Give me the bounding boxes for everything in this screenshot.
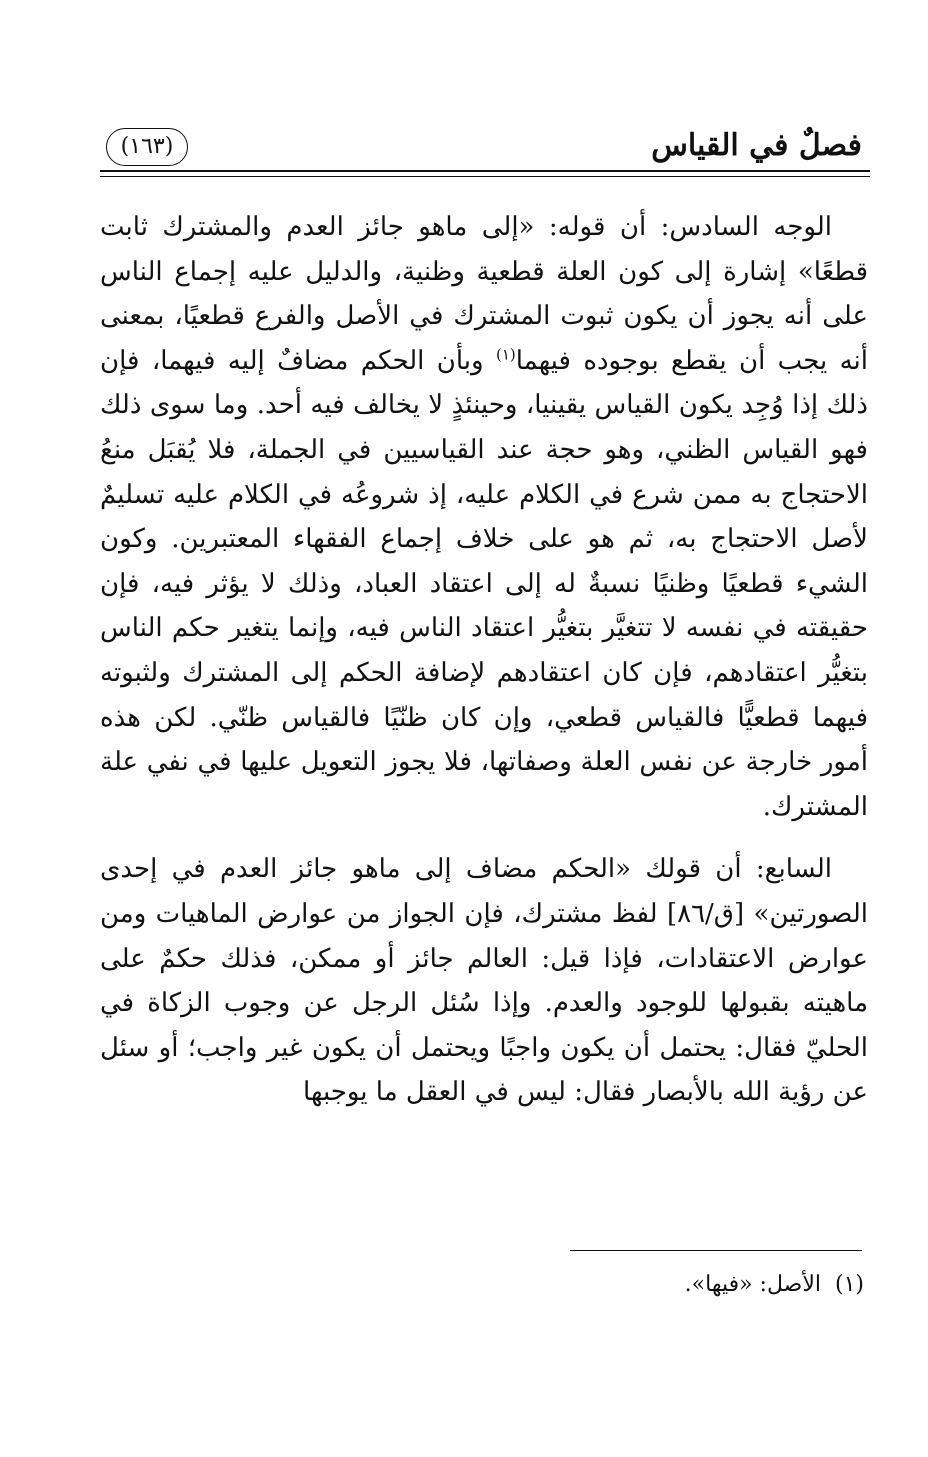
paragraph-sixth-aspect bbox=[100, 205, 868, 829]
footnote-reference: (١) bbox=[495, 345, 516, 364]
paragraph-text: الوجه السادس: أن قوله: «إلى ماهو جائز العدم والمشترك ثابت قطعًا» إشارة إلى كون العلة قطعية وظنية، والدليل عليه إجماع الناس على أنه يجوز أن يكون ثبوت المشترك في الأصل والفرع قطعيًا، بمعنى أنه يجب أن يقطع بوجوده فيهما bbox=[100, 212, 868, 376]
footnote-text: الأصل: «فيها». bbox=[684, 1272, 821, 1297]
header-rule bbox=[100, 170, 870, 172]
page-header bbox=[100, 118, 868, 174]
page-number: (١٦٣) bbox=[106, 128, 188, 166]
main-text bbox=[100, 205, 868, 1115]
paragraph-seventh-aspect: السابع: أن قولك «الحكم مضاف إلى ماهو جائز العدم في إحدى الصورتين» [ق/٨٦] لفظ مشترك، فإن الجواز من عوارض الماهيات ومن عوارض الاعتقادات، فإذا قيل: العالم جائز أو ممكن، فذلك حكمٌ على ماهيته بقبولها للوجود والعدم. وإذا سُئل الرجل عن وجوب الزكاة في الحليّ فقال: يحتمل أن يكون واجبًا ويحتمل أن يكون غير واجب؛ أو سئل عن رؤية الله بالأبصار فقال: ليس في العقل ما يوجبها bbox=[100, 854, 868, 1108]
footnote-number: (١) bbox=[834, 1272, 864, 1297]
footnote-separator bbox=[570, 1250, 862, 1251]
footnote bbox=[685, 1268, 864, 1302]
paragraph-text-continued: وبأن الحكم مضافٌ إليه فيهما، فإن ذلك إذا وُجِد يكون القياس يقينيا، وحينئذٍ لا يخالف فيه أحد. وما سوى ذلك فهو القياس الظني، وهو حجة عند القياسيين في الجملة، فلا يُقبَل منعُ الاحتجاج به ممن شرع في الكلام عليه، إذ شروعُه في الكلام عليه تسليمٌ لأصل الاحتجاج به، ثم هو على خلاف إجماع الفقهاء المعتبرين. وكون الشيء قطعيًا وظنيًا نسبةٌ له إلى اعتقاد العباد، وذلك لا يؤثر فيه، فإن حقيقته في نفسه لا تتغيَّر بتغيُّر اعتقاد الناس فيه، وإنما يتغير حكم الناس بتغيُّر اعتقادهم، فإن كان اعتقادهم لإضافة الحكم إلى المشترك ولثبوته فيهما قطعيًّا فالقياس قطعي، وإن كان ظنّيًا فالقياس ظنّي. لكن هذه أمور خارجة عن نفس العلة وصفاتها، فلا يجوز التعويل عليها في نفي علة المشترك. bbox=[100, 345, 868, 822]
header-rule-thin bbox=[100, 176, 870, 177]
running-title: فصلٌ في القياس bbox=[651, 128, 862, 163]
